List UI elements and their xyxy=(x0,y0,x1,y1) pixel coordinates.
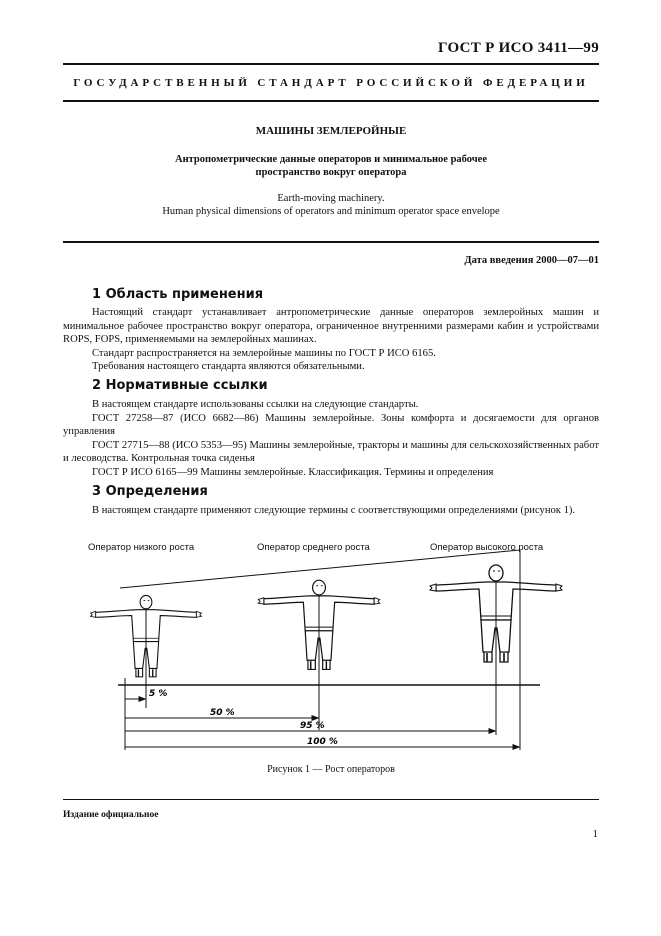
paragraph: ГОСТ 27258—87 (ИСО 6682—86) Машины землеройные. Зоны комфорта и досягаемости для органов управления xyxy=(63,412,599,438)
english-title-line-1: Earth-moving machinery. xyxy=(277,193,385,204)
document-subtitle xyxy=(63,153,599,179)
section-2-heading: 2 Нормативные ссылки xyxy=(92,378,268,393)
section-2-body xyxy=(63,398,599,480)
dim-label-50: 50 % xyxy=(210,708,235,718)
section-3-body xyxy=(63,504,599,518)
paragraph: Требования настоящего стандарта являются обязательными. xyxy=(92,361,365,373)
paragraph: В настоящем стандарте применяют следующие термины с соответствующими определениями (рисунок 1). xyxy=(92,505,576,516)
paragraph: ГОСТ 27715—88 (ИСО 5353—95) Машины землеройные, тракторы и машины для сельскохозяйственных работ и лесоводства. Контрольная точка сиденья xyxy=(63,439,599,465)
dim-label-95: 95 % xyxy=(300,721,325,731)
paragraph: В настоящем стандарте использованы ссылки на следующие стандарты. xyxy=(92,399,419,410)
section-3-heading: 3 Определения xyxy=(92,484,208,499)
dim-label-5: 5 % xyxy=(149,689,168,699)
state-standard-heading: ГОСУДАРСТВЕННЫЙ СТАНДАРТ РОССИЙСКОЙ ФЕДЕРАЦИИ xyxy=(73,77,589,89)
label-tall-operator: Оператор высокого роста xyxy=(430,542,544,553)
gost-code: ГОСТ Р ИСО 3411—99 xyxy=(437,40,599,56)
top-rule xyxy=(63,63,599,65)
dim-label-100: 100 % xyxy=(307,737,338,747)
paragraph: Настоящий стандарт устанавливает антропометрические данные операторов землеройных машин и минимальное рабочее пространство вокруг оператора, ограниченное внутренними размерами кабин и устройствами ROPS, FOPS, применяемыми на землеройных машинах. xyxy=(63,307,599,346)
footer-rule xyxy=(63,799,599,800)
subtitle-line-2: пространство вокруг оператора xyxy=(255,167,407,178)
label-short-operator: Оператор низкого роста xyxy=(88,542,195,553)
subtitle-line-1: Антропометрические данные операторов и минимальное рабочее xyxy=(174,154,488,165)
section-1-body xyxy=(63,306,599,374)
figure-caption: Рисунок 1 — Рост операторов xyxy=(267,764,395,775)
page-number: 1 xyxy=(592,828,598,840)
operator-height-figure xyxy=(60,530,600,755)
document-title: МАШИНЫ ЗЕМЛЕРОЙНЫЕ xyxy=(255,125,407,137)
section-1-heading: 1 Область применения xyxy=(92,287,264,302)
paragraph: Стандарт распространяется на землеройные машины по ГОСТ Р ИСО 6165. xyxy=(92,347,436,359)
header-rule xyxy=(63,100,599,102)
english-title-line-2: Human physical dimensions of operators and minimum operator space envelope xyxy=(162,206,500,217)
label-medium-operator: Оператор среднего роста xyxy=(257,542,370,553)
introduction-date: Дата введения 2000—07—01 xyxy=(464,255,599,266)
official-edition-note: Издание официальное xyxy=(63,810,159,820)
english-title xyxy=(63,192,599,218)
paragraph: ГОСТ Р ИСО 6165—99 Машины землеройные. Классификация. Термины и определения xyxy=(92,466,494,478)
title-rule xyxy=(63,241,599,243)
